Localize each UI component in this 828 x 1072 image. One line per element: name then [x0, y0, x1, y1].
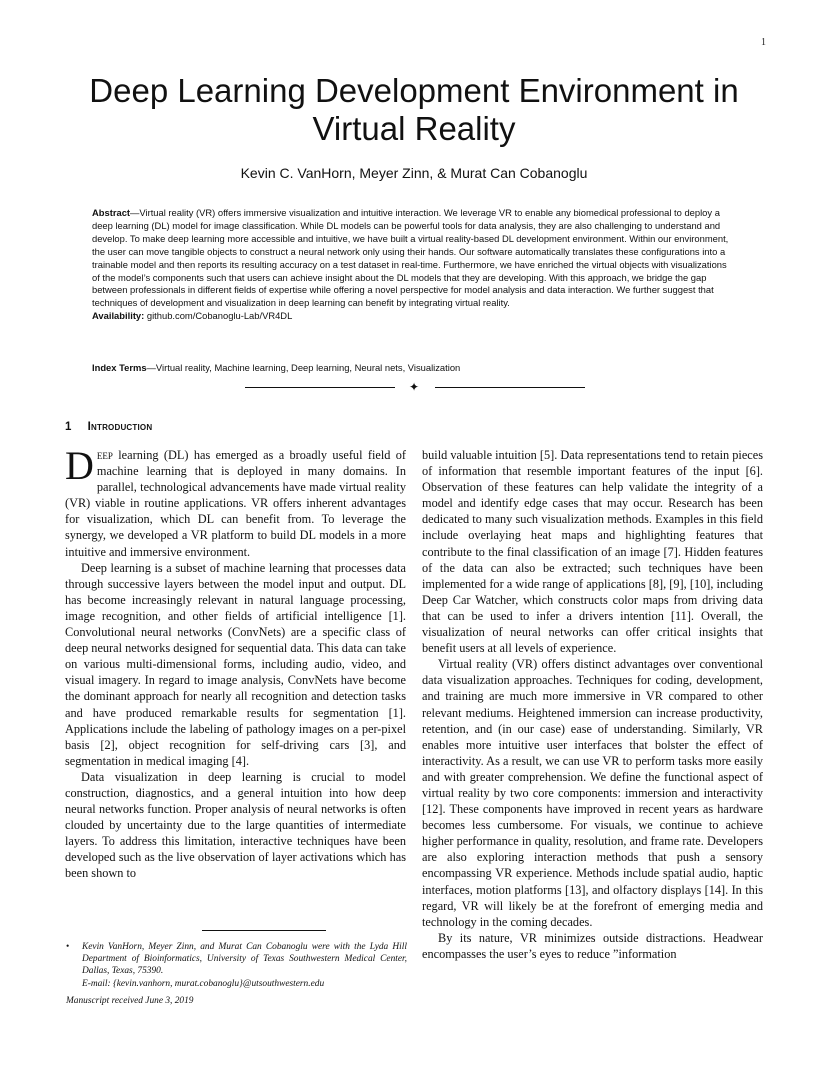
index-terms-label: Index Terms [92, 362, 147, 373]
intro-paragraph-1 [65, 443, 406, 560]
index-terms-text: —Virtual reality, Machine learning, Deep learning, Neural nets, Visualization [146, 362, 461, 373]
separator-line-right [435, 387, 585, 388]
intro-paragraph-3-continued: build valuable intuition [5]. Data representations tend to retain pieces of information that resemble important features of the input [6]. Observation of these features can help validate the integrity of a model and identify edge cases that may occur. Research has been dedicated to many such visualization methods. Examples in this field include overlaying heat maps and highlighting features that contribute to the final classification of an image [7]. Hidden features of the data can also be extracted; such techniques have been implemented for a wide range of applications [8], [9], [10], including Deep Car Watcher, which constructs color maps from driving data that can be used to infer a drivers intention [11]. Overall, the visualization of neural networks can offer critical insights that benefit users at all levels of experience. [422, 448, 763, 656]
section-heading [65, 421, 152, 433]
drop-cap: D [65, 443, 94, 488]
separator-line-left [245, 387, 395, 388]
first-word-rest: eep [96, 448, 113, 462]
footnote-text: Kevin VanHorn, Meyer Zinn, and Murat Can Cobanoglu were with the Lyda Hill Department of Bioinformatics, University of Texas Southwestern Medical Center, Dallas, Texas, 75390. [82, 942, 407, 977]
abstract [92, 207, 732, 323]
index-terms [92, 362, 732, 375]
page-number: 1 [761, 37, 766, 48]
footnote-email: E-mail: {kevin.vanhorn, murat.cobanoglu}@utsouthwestern.edu [82, 978, 325, 989]
paper-title: Deep Learning Development Environment in Virtual Reality [89, 72, 739, 147]
intro-paragraph-4: Virtual reality (VR) offers distinct advantages over conventional data visualization approaches. Techniques for coding, development, and training are much more immersive in VR compared to other relevant mediums. Heightened immersion can increase productivity, retention, and (in our case) ease of understanding. Similarly, VR enables more intuitive user interfaces that bolster the effect of interactivity. As a result, we can use VR to perform tasks more easily and with greater comprehension. We define the functional aspect of virtual reality by two core components: immersion and interactivity [12]. These components have improved in recent years as hardware becomes less cumbersome. For visuals, we continue to achieve higher performance in quality, resolution, and frame rate. Developers are also exploring interaction methods that push a sensory encompassing VR experience. Methods include spatial audio, haptic interfaces, motion platforms [13], and olfactory displays [14]. In this regard, VR will likely be at the forefront of emerging media and technology in the coming decades. [422, 657, 763, 929]
author-footnote [66, 941, 407, 990]
footnote-rule [202, 930, 326, 931]
intro-paragraph-3: Data visualization in deep learning is crucial to model construction, diagnostics, and a general intuition into how deep neural networks function. Proper analysis of neural networks is often clouded by uncertainty due to the large quantities of intermediate layers. To address this limitation, interactive techniques have been developed such as the live observation of layer activations which has been shown to [65, 769, 406, 881]
footnote-bullet: • [66, 942, 70, 952]
abstract-label: Abstract [92, 207, 131, 218]
text-column-right [422, 447, 763, 962]
section-number: 1 [65, 421, 72, 433]
section-separator [245, 380, 585, 394]
availability-label: Availability: [92, 310, 145, 322]
manuscript-date: Manuscript received June 3, 2019 [66, 996, 194, 1006]
footnote-body [82, 941, 407, 990]
availability-link[interactable]: github.com/Cobanoglu-Lab/VR4DL [144, 310, 293, 322]
separator-diamond-icon: ✦ [409, 380, 420, 394]
text-column-left [65, 443, 406, 882]
section-title: Introduction [87, 421, 153, 433]
author-list: Kevin C. VanHorn, Meyer Zinn, & Murat Can Cobanoglu [240, 165, 588, 181]
intro-paragraph-5: By its nature, VR minimizes outside distractions. Headwear encompasses the user’s eyes to reduce ”information [422, 930, 763, 961]
intro-p1-text: learning (DL) has emerged as a broadly useful field of machine learning that is deployed in many domains. In parallel, technological advancements have made virtual reality (VR) viable in routine applications. VR offers inherent advantages for visualization, which DL can benefit from. To leverage the synergy, we developed a VR platform to build DL models in a more intuitive and immersive environment. [65, 448, 406, 559]
abstract-text: —Virtual reality (VR) offers immersive visualization and intuitive interaction. We leverage VR to enable any biomedical professional to deploy a deep learning (DL) model for image classification. While DL models can be powerful tools for data analysis, they are also challenging to understand and develop. To make deep learning more accessible and intuitive, we have built a virtual reality-based DL development environment. Within our environment, the user can move tangible objects to construct a neural network only using their hands. Our software automatically translates these configurations into a trainable model and then reports its resulting accuracy on a test dataset in real-time. Furthermore, we have enriched the virtual objects with visualizations of the model’s components such that users can achieve insight about the DL models that they are developing. With this approach, we bridge the gap between professionals in different fields of expertise while offering a novel perspective for model analysis and data interaction. We further suggest that techniques of development and visualization in deep learning can benefit by integrating virtual reality. [92, 207, 729, 309]
intro-paragraph-2: Deep learning is a subset of machine learning that processes data through successive layers between the model input and output. DL has become increasingly relevant in natural language processing, image recognition, and other fields of artificial intelligence [1]. Convolutional neural networks (ConvNets) are a specific class of deep neural networks designed for sequential data. This data can take on various multi-dimensional forms, including audio, video, and visual imagery. In regard to image analysis, ConvNets have become the dominant approach for nearly all recognition and detection tasks and have produced remarkable results for segmentation [1]. Applications include the labeling of pathology images on a per-pixel basis [2], object recognition for self-driving cars [3], and segmentation in medical imaging [4]. [65, 560, 406, 768]
